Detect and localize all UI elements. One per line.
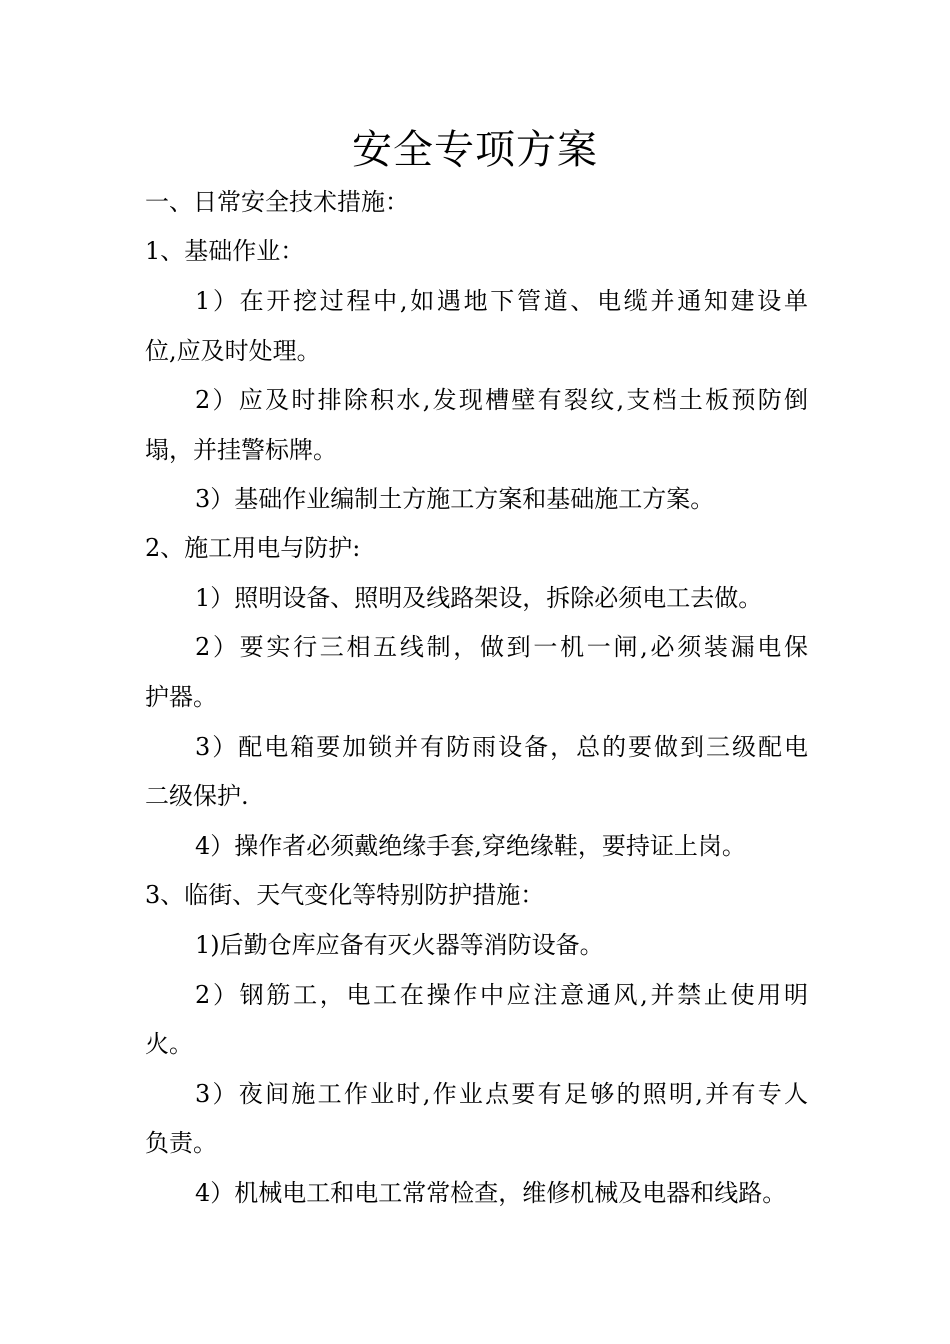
section-heading-daily-safety: 一、日常安全技术措施： xyxy=(145,188,409,216)
paragraph-line: 4）操作者必须戴绝缘手套,穿绝缘鞋，要持证上岗。 xyxy=(195,832,746,860)
paragraph-line: 2）要实行三相五线制，做到一机一闸,必须装漏电保 xyxy=(195,633,808,661)
paragraph-line: 2）应及时排除积水,发现槽壁有裂纹,支档土板预防倒 xyxy=(195,386,808,414)
subsection-heading-street-weather: 3、临街、天气变化等特别防护措施： xyxy=(145,881,545,909)
paragraph-line: 护器。 xyxy=(145,683,217,711)
paragraph-line: 火。 xyxy=(145,1030,193,1058)
page-title: 安全专项方案 xyxy=(352,127,598,173)
paragraph-line: 3）基础作业编制土方施工方案和基础施工方案。 xyxy=(195,485,715,513)
paragraph-line: 二级保护. xyxy=(145,782,249,810)
subsection-heading-electricity: 2、施工用电与防护: xyxy=(145,534,361,562)
paragraph-line: 1）照明设备、照明及线路架设，拆除必须电工去做。 xyxy=(195,584,763,612)
subsection-heading-foundation: 1、基础作业： xyxy=(145,237,305,265)
paragraph-line: 3）夜间施工作业时,作业点要有足够的照明,并有专人 xyxy=(195,1080,808,1108)
paragraph-line: 1）在开挖过程中,如遇地下管道、电缆并通知建设单 xyxy=(195,287,808,315)
paragraph-line: 4）机械电工和电工常常检查，维修机械及电器和线路。 xyxy=(195,1179,787,1207)
paragraph-line: 3）配电箱要加锁并有防雨设备，总的要做到三级配电 xyxy=(195,733,808,761)
paragraph-line: 位,应及时处理。 xyxy=(145,337,321,365)
paragraph-line: 塌，并挂警标牌。 xyxy=(145,436,337,464)
paragraph-line: 1)后勤仓库应备有灭火器等消防设备。 xyxy=(195,931,604,959)
paragraph-line: 2）钢筋工，电工在操作中应注意通风,并禁止使用明 xyxy=(195,981,808,1009)
paragraph-line: 负责。 xyxy=(145,1129,217,1157)
